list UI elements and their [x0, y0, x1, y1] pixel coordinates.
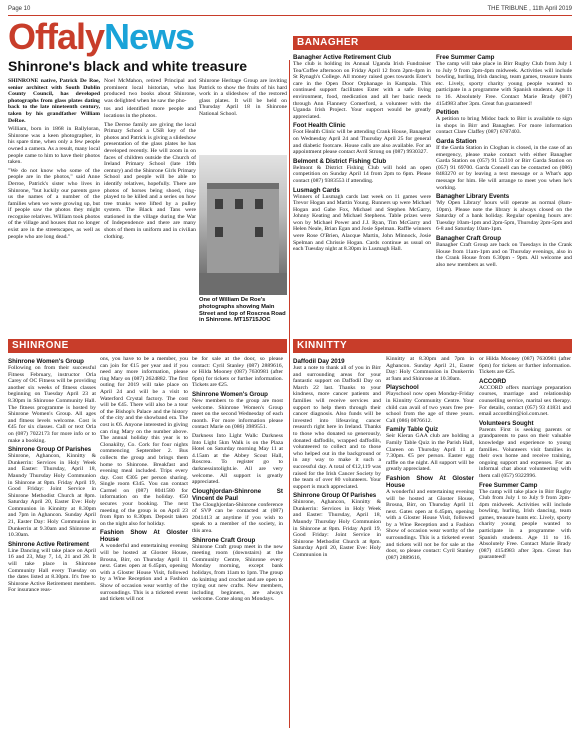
item-body: Seir Kieran GAA club are holding a Family Table Quiz in the Parish Hall, Clareen on Thursday April 11 at 7.30pm. €5 per person. Easter egg raffle on the night. All support will be greatly appreciated.	[386, 433, 474, 473]
article-paragraph: "We do not know who some of the people are in the photos," said Anne Derroe, Patrick's sister who lives in Shinrone, "but luckily our parents gave us the names of a number of the families when we were growing up, but if people saw the photos they might recognise relatives. William took photos of the village and houses that no longer exist are in the streetscapes, as well as people who are long dead."	[8, 167, 100, 240]
item-heading: Shinrone Women's Group	[8, 358, 84, 365]
item-heading: Banagher Craft Group	[436, 235, 501, 243]
article-column-1	[8, 78, 100, 310]
photo-window	[255, 227, 263, 237]
item-body: Just a note to thank all of you in Birr and surrounding areas for your fantastic support on Daffodil Day on March 22 last. Thanks to your kindness, more cancer patients and families will receive services and support to help them through their cancer diagnosis. Also funds will be invested into lifesaving cancer research right here in Ireland. Thanks to those who donated so generously, donated daffodils, wrapped daffodils, volunteered to collect and to those who helped out in the background or in any way to make it such a successful day. A total of €12,119 was raised for the Irish Cancer Society by the team of over 80 volunteers. Your support is much appreciated.	[293, 365, 381, 490]
photo-window	[235, 199, 243, 209]
item-heading: Free Summer Camp	[436, 54, 495, 61]
item-heading: Cloughjordan-Shinrone St Vincent de Paul	[192, 487, 283, 502]
item-heading: Playschool	[386, 384, 419, 392]
item-body: ons, you have to be a member, you can join for €15 per year and if you need any more information, please ring Mary on (087) 2624882. The first outing for 2019 will take place on April 24 and will be a visit to Waterford Crystal factory. The cost will be €45. There will also be a tour of the Bishop's Palace and the history of the city and the showband era. The cost is €6. Anyone interested in giving can ring Mary on the number above. The annual holiday this year is to Clonakilty, Co. Cork for four nights commencing September 2. Bus collects the group and brings them home to Shinrone. Breakfast and evening meal included. Trips every day. Cost €305 per person sharing. Single room €345. You can contact Carmel on (087) 8041580 for information on the holiday. €50 secures your booking. The next meeting of the group is on April 23 from 8pm to 8.30pm. Deposit taken on the night also for holiday.	[100, 356, 188, 527]
item-heading: Shinrone Craft Group	[192, 536, 256, 544]
article-paragraph: tos and identified more people and locations in the photos.	[104, 106, 196, 119]
item-body: be for sale at the door, so please contact: Cyril Stanley (087) 2889616, or Hilda Mooney (087) 7630981 (after 6pm) for tickets or further information. Tickets are €25.	[192, 356, 283, 389]
shinrone-column-2	[100, 356, 188, 728]
item-body: A wonderful and entertaining evening will be hosted at Gloster House, Brosna, Birr, on Thursday April 11 next. Gates open at 6.45pm, opening with a Gloster House Visit, followed by a Wine Reception and a Fashion Show of occasion wear worthy of the surroundings. This is a ticketed event and tickets will not	[100, 543, 188, 603]
section-banner-banagher: BANAGHER	[293, 36, 572, 50]
item-body: or Hilda Mooney (087) 7630981 (after 6pm) for tickets or further information. Tickets are €25.	[479, 356, 571, 376]
item-heading: Family Table Quiz	[386, 426, 439, 434]
column-divider	[289, 60, 290, 728]
item-heading: Shinrone Group Of Parishes	[293, 492, 377, 500]
item-body: Foot Health Clinic will be attending Crank House, Banagher on Wednesday April 24 and Thursday April 25 for general and diabetic footcare. House calls are also available. For an appointment please contact Avril Strong on (087) 9930327.	[293, 129, 431, 156]
shinrone-column-3	[192, 356, 283, 728]
article-photo	[199, 155, 287, 295]
page-number: Page 10	[8, 6, 31, 12]
article-paragraph: William, born in 1868 in Ballyloran, Shinrone was a keen photographer, in his spare time, when only a few people owned a camera. As a result, many local people came to him to have their photos taken.	[8, 126, 100, 166]
item-heading: Fashion Show At Gloster House	[386, 474, 474, 489]
photo-caption: One of William De Roe's photographs showing Main Street and top of Roscrea Road in Shinrone. MT15715JOC	[199, 297, 286, 324]
item-body: New members to the group are most welcome. Shinrone Women's Group meet on the second Wednesday of each month. For more information please contact Marie on (086) 3989551.	[192, 397, 283, 431]
item-heading: Petition	[436, 109, 459, 117]
item-heading: Shinrone Women's Group	[192, 390, 268, 398]
item-heading: Garda Station	[436, 137, 477, 145]
item-body: The camp will take place in Birr Rugby Club from July 1 to July 9 from 2pm-4pm midweek. Activities will include bowling, hurling, Irish dancing, team games, treasure hunts etc. Lively, sporty charity young people wanted to participate in a programme with Spanish students. Age 11 to 16. Absolutely Free. Contact Marie Brady (087) 4154983 after 3pm. Great fun guaranteed!	[436, 61, 572, 107]
item-heading: Banagher Active Retirement Club	[293, 54, 392, 61]
article-column-2	[104, 78, 196, 310]
section-banner-shinrone: SHINRONE	[8, 339, 287, 353]
page-header-bar	[8, 4, 572, 14]
photo-street	[199, 273, 287, 295]
item-body: The club is holding its Annual Uganda Irish Fundraiser Tea/Coffee afternoon on Friday April 12 from 2pm-4pm in St Rynagh's College. All money raised goes towards Ester's care in the Open Door Orphanage in Kampala. This continued support facilitates Ester with a safe living environment, food, medication and all her basic needs through Ann Flannery Comerford, a volunteer with the Uganda Irish Project. Your support would be greatly appreciated.	[293, 61, 431, 120]
publication-date: THE TRIBUNE , 11th April 2019	[487, 6, 572, 12]
item-heading: Free Summer Camp	[479, 481, 538, 489]
section-banner-kinnitty: KINNITTY	[293, 339, 572, 353]
item-body: Shinrone Craft group meet in the new meeting room (downstairs) at the Community Centre, Shinrone every Monday morning, except bank holidays, from 11am to 1pm. The group do knitting and crochet and are open to trying out new crafts. New members, including beginners, are always welcome. Come along on Mondays.	[192, 543, 283, 603]
article-headline: Shinrone's black and white treasure	[8, 58, 248, 74]
item-heading: Banagher Library Events	[436, 193, 510, 201]
item-body: Winners of Lusmagh cards last week on 11 games were Trevor Hogan and Martin Young. Runners up were Michael Hogan and Gabe Fox, Michael and Stephen McGarry, Johnny Keating and Michael Stephens. Table prizes were won by Michael Power and J.J. Ryan, Tim McGarry and Helen Neale, Brian Egan and Josie Spelman. Raffle winners were Rose O'Brien, Alacque Martin, John Minnock, Josie Spelman and Chrissie Hogan. Cards continue as usual on each Tuesday night at 8.30pm in Lusmagh Hall.	[293, 193, 431, 253]
item-body: The camp will take place in Birr Rugby Club from July 1 to July 9 from 2pm-4pm midweek. Activities will include bowling, hurling, Irish dancing, team games, treasure hunts etc. Lively, sporty charity young people wanted to participate in a programme with Spanish students. Age 11 to 16. Absolutely Free. Contact Marie Brady (087) 4154983 after 3pm. Great fun guaranteed!	[479, 488, 571, 561]
item-body: ACCORD offers marriage preparation courses, marriage and relationship counselling service, marital sex therapy. For details, contact (057) 93 41831 and email accordbirr@iol.com.net.	[479, 384, 571, 418]
article-paragraph: Noel McMahon, retired Principal and prominent local historian, who has produced two books about Shinrone, was delighted when he saw the pho-	[104, 78, 196, 104]
masthead-logo	[8, 17, 194, 57]
article-lead: SHINRONE native, Patrick De Roe, senior architect with South Dublin County Council, has developed photographs from glass plates dating back to the late nineteenth century, taken by his grandfather William DeRoe.	[8, 78, 100, 124]
kinnitty-column-1	[293, 356, 381, 728]
item-body: Kinnitty at 8.30pm and 7pm in Aghancon. Sunday April 21, Easter Day: Holy Communion in Dunkerrin at 9am and Shinrone at 10.30am.	[386, 356, 474, 382]
item-body: Banagher Craft Group are back on Tuesdays in the Crank House from 11am-1pm and on Thursday evenings, also in the Crank House from 6.30pm - 9pm. All welcome and also new members as well.	[436, 242, 572, 268]
photo-window	[255, 199, 263, 209]
item-body: Belmont & District Fishing Club will hold an open competition on Sunday April 14 from 2pm to 6pm. Please contact (087) 9383553 if attending.	[293, 164, 431, 184]
banagher-column-2	[436, 52, 572, 335]
article-paragraph: Shinrone Heritage Group are inviting Patrick to show the fruits of his hard work in a slideshow of the restored glass plates. It will be held on Thursday April 18 in Shinrone National School.	[199, 78, 287, 117]
item-body: Playschool now open Monday-Friday in Kinnitty Community Centre. Your child can avail of two years free pre-school from the age of three years. Call (086) 0876612.	[386, 391, 474, 424]
item-body: Line Dancing will take place on April 16 and 23, May 7, 14, 21 and 28. It will take place in Shinrone Community Hall every Tuesday on the dates listed at 8.30pm. It's free to Shinrone Active Retirement members. For insurance reas-	[8, 547, 96, 594]
item-heading: Belmont & District Fishing Club	[293, 157, 387, 165]
item-body: A petition to bring Midoc back to Birr is available to sign in shops in Birr and Banagher. For more information contact Clare Claffey (087) 6787403.	[436, 116, 572, 136]
banagher-column-1	[293, 52, 431, 335]
article-column-3	[199, 78, 287, 153]
article-paragraph: The Derroe family are giving the local Primary School a USB key of the photos and Patrick is giving a slideshow presentation of the glass plates he has developed recently. He will zoom in on faces of children outside the Church of Ireland Primary School (late 19th century) and the Shinrone Girls Primary School and people will be able to identify relatives, hopefully. There are photos of horses being shoed, ring-played to be killed and a series on how tree trunks were lifted by a pulley system. The Black and Tans were stationed in the village during the War of Independence and there are many shots of them in uniform and in civilian clothing.	[104, 121, 196, 240]
item-heading: Shinrone Active Retirement	[8, 540, 89, 548]
item-body: Following on from their successful Fitness February, instructor Orla Carey of OC Fitness will be providing another six weeks of fitness classes beginning on Tuesday April 23 at 8.30pm in Shinrone Community Hall. The fitness programme is hosted by Shinrone Women's Group. All ages and fitness levels welcome. Cost is €45 for six classes. Call or text Orla on (087) 7022173 for more info or to make a booking.	[8, 365, 96, 444]
item-heading: Volunteers Sought	[479, 419, 534, 427]
item-body: A wonderful and entertaining evening will be hosted at Gloster House, Brosna, Birr, on Thursday April 11 next. Gates open at 6.45pm, opening with a Gloster House Visit, followed by a Wine Reception and a Fashion Show of occasion wear worthy of the surroundings. This is a ticketed event and tickets will not be for sale at the door, so please contact: Cyril Stanley (087) 2889616,	[386, 488, 474, 561]
item-body: Shinrone, Aghancon, Kinnitty & Dunkerrin: Services in Holy Week and Easter: Thursday, April 18, Maundy Thursday Holy Communion in Shinrone at 8pm. Friday April 19, Good Friday: Joint Service in Shinrone Methodist Church at 8pm. Saturday April 20, Easter Eve: Holy Communion in Kinnitty at 8.30pm and 7pm in Aghancon. Sunday April 21, Easter Day: Holy Communion in Dunkerrin at 9.30am and Shinrone at 10.30am.	[8, 453, 96, 539]
shinrone-column-1	[8, 356, 96, 728]
photo-window	[215, 227, 223, 237]
item-heading: Shinrone Group Of Parishes	[8, 446, 92, 454]
item-heading: Lusmagh Cards	[293, 186, 340, 194]
item-body: Parents First is seeking parents or grandparents to pass on their valuable knowledge and experience to young families. Volunteers visit families in their own home and receive training, ongoing support and expenses. For an informal chat about volunteering with them call (057) 9322996.	[479, 426, 571, 479]
item-heading: ACCORD	[479, 377, 507, 385]
masthead-part-news: News	[104, 16, 195, 57]
kinnitty-column-2	[386, 356, 474, 728]
kinnitty-column-3	[479, 356, 571, 728]
masthead-part-offaly: Offaly	[8, 16, 105, 57]
item-body: If the Garda Station in Cloghan is closed, in the case of an emergency, please make contact with either Banagher Garda Station on (057) 91 51310 or Birr Garda Station on (057) 91 69700. Garda Connell can be contacted on (086) 8483270 or by leaving a text message or a What's app message for him. He will arrange to meet you when he's working.	[436, 144, 572, 191]
item-body: Darkness Into Light Walk: Darkness Into Light 5km Walk is on the Plaza Hotel on Saturday morning May 11 at 4.15am at the Abbey Scout Hall, Roscrea. To register go to darknessintolight.ie. All are very welcome. All support is greatly appreciated.	[192, 432, 283, 486]
item-heading: Daffodil Day 2019	[293, 358, 345, 365]
item-heading: Foot Health Clinic	[293, 122, 346, 130]
item-body: Shinrone, Aghancon, Kinnitty & Dunkerrin: Services in Holy Week and Easter: Thursday, April 18, Maundy Thursday Holy Communion in Shinrone at 8pm. Friday April 19, Good Friday: Joint Service in Shinrone Methodist Church at 8pm. Saturday April 20, Easter Eve: Holy Communion in	[293, 499, 381, 559]
item-heading: Fashion Show At Gloster House	[100, 529, 188, 544]
photo-window	[215, 199, 223, 209]
item-body: The Cloughjordan-Shinrone conference of SVP can be contacted at (087) 2041413 at anytime if you wish to speak to a member of the society, in this area.	[192, 501, 283, 535]
item-body: 'My Open Library' hours will operate as normal (8am-10pm). Please note the library is always closed on the Saturday of a bank holiday. Regular opening hours are: Tuesday 10am-1pm and 2pm-5pm, Thursday 2pm-5pm and 6-8 and Saturday 10am-1pm.	[436, 200, 572, 233]
